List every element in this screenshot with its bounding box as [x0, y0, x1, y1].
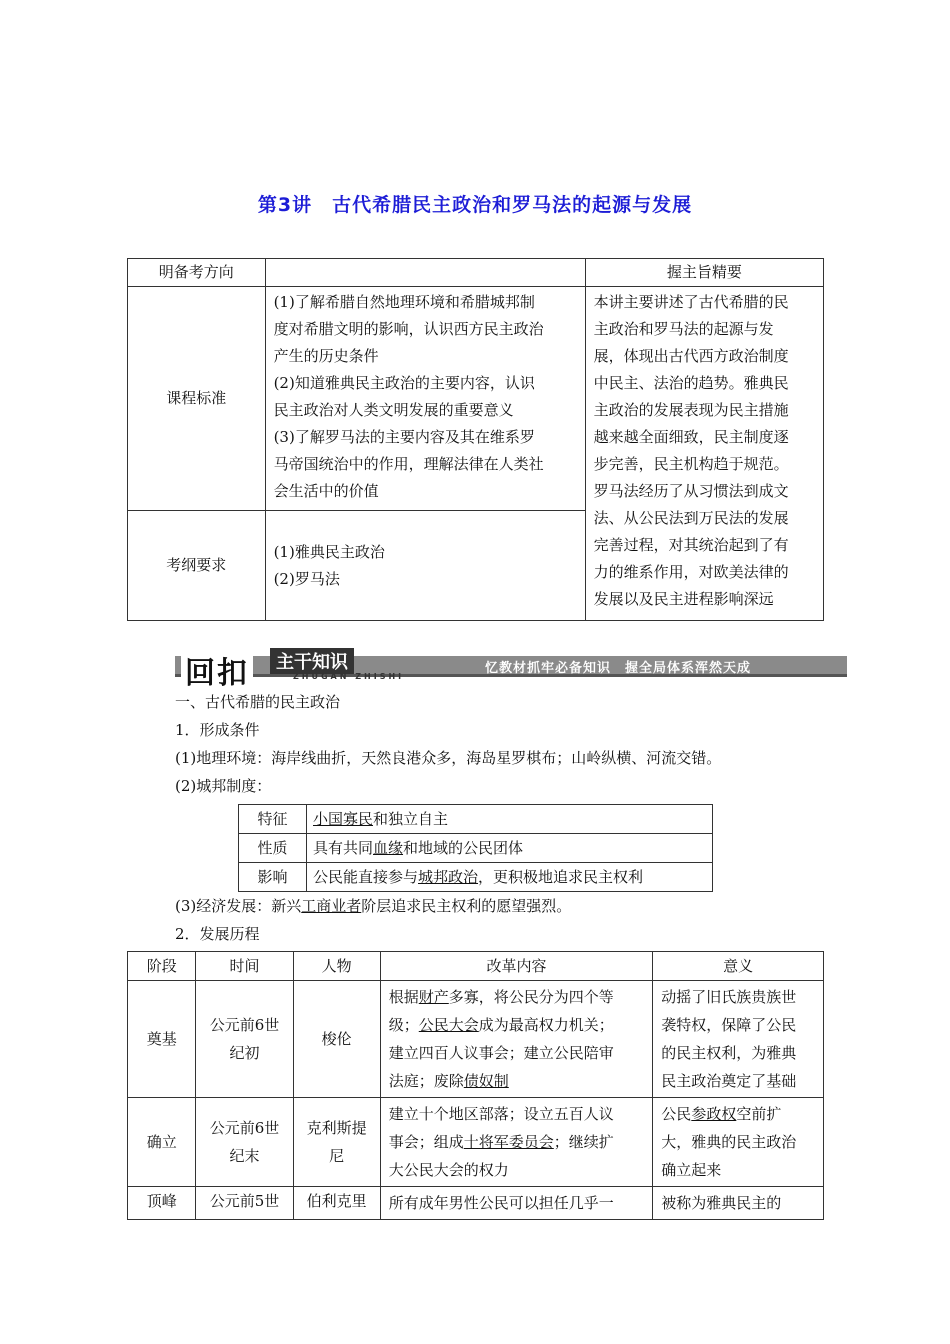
column-header: 时间: [196, 952, 293, 981]
cell-line: 公元前6世: [209, 1119, 280, 1137]
row-key: 性质: [239, 834, 307, 863]
stage-cell: [128, 981, 196, 1098]
time-cell: [196, 981, 293, 1098]
standard-line: 会生活中的价值: [273, 482, 379, 500]
standard-line: (1)了解希腊自然地理环境和希腊城邦制: [273, 293, 535, 311]
banner-pinyin: ZHUGAN ZHISHI: [293, 672, 405, 681]
syllabus-line: (1)雅典民主政治: [273, 542, 385, 561]
summary-line: 法、从公民法到万民法的发展: [593, 509, 789, 527]
sub-heading-conditions: 1．形成条件: [175, 721, 260, 739]
standard-line: 马帝国统治中的作用，理解法律在人类社: [273, 455, 544, 473]
row-label-standard: 课程标准: [128, 287, 266, 511]
cell-line: 确立起来: [661, 1161, 722, 1179]
column-header: 意义: [653, 952, 824, 981]
summary-line: 罗马法经历了从习惯法到成文: [593, 482, 789, 500]
cell-line: 顶峰: [146, 1192, 177, 1210]
row-value: 公民能直接参与城邦政治，更积极地追求民主权利: [307, 863, 713, 892]
cell-line: 伯利克里: [306, 1192, 367, 1210]
cell-line: 民主政治奠定了基础: [661, 1072, 797, 1090]
city-state-table: [238, 804, 713, 892]
summary-line: 越来越全面细致，民主制度逐: [593, 428, 789, 446]
summary-line: 展，体现出古代西方政治制度: [593, 347, 789, 365]
table-row: [239, 863, 713, 892]
table-row: [128, 1098, 824, 1187]
cell-line: 事会；组成十将军委员会；继续扩: [388, 1133, 614, 1151]
section-banner: [175, 650, 847, 691]
cell-line: 纪末: [229, 1147, 260, 1165]
cell-line: 大，雅典的民主政治: [661, 1133, 797, 1151]
standard-line: (3)了解罗马法的主要内容及其在维系罗: [273, 428, 535, 446]
development-table: [127, 951, 824, 1220]
cell-line: 所有成年男性公民可以担任几乎一: [388, 1194, 614, 1212]
banner-big-text: 回扣: [181, 648, 253, 692]
row-label-syllabus: 考纲要求: [128, 511, 266, 621]
standard-line: 度对希腊文明的影响，认识西方民主政治: [273, 320, 544, 338]
cell-line: 梭伦: [321, 1030, 352, 1048]
reform-cell: [380, 981, 653, 1098]
table-row: [239, 805, 713, 834]
time-cell: [196, 1187, 293, 1220]
summary-line: 步完善，民主机构趋于规范。: [593, 455, 789, 473]
section-heading: 一、古代希腊的民主政治: [175, 693, 341, 711]
meaning-cell: [653, 981, 824, 1098]
time-cell: [196, 1098, 293, 1187]
standard-line: (2)知道雅典民主政治的主要内容，认识: [273, 374, 535, 392]
meaning-cell: [653, 1187, 824, 1220]
page-title: 第3讲 古代希腊民主政治和罗马法的起源与发展: [257, 194, 693, 216]
header-left: 明备考方向: [128, 259, 266, 287]
standard-line: 产生的历史条件: [273, 347, 379, 365]
reform-cell: [380, 1187, 653, 1220]
cell-line: 级；公民大会成为最高权力机关；: [388, 1016, 614, 1034]
cell-line: 建立四百人议事会；建立公民陪审: [388, 1044, 614, 1062]
person-cell: [293, 1187, 380, 1220]
city-line: (2)城邦制度：: [175, 777, 272, 795]
sub-heading-history: 2．发展历程: [175, 925, 260, 943]
cell-line: 公元前6世: [209, 1016, 280, 1034]
cell-line: 建立十个地区部落；设立五百人议: [388, 1105, 614, 1123]
syllabus-content: [265, 511, 585, 621]
table-row: [239, 834, 713, 863]
cell-line: 动摇了旧氏族贵族世: [661, 988, 797, 1006]
person-cell: [293, 1098, 380, 1187]
banner-sub-text: 主干知识: [270, 648, 354, 674]
cell-line: 公元前5世: [209, 1192, 280, 1210]
cell-line: 大公民大会的权力: [388, 1161, 509, 1179]
cell-line: 尼: [329, 1147, 345, 1165]
cell-line: 根据财产多寡，将公民分为四个等: [388, 988, 614, 1006]
meaning-cell: [653, 1098, 824, 1187]
header-blank: [265, 259, 585, 287]
overview-table: [127, 258, 824, 621]
standard-line: 民主政治对人类文明发展的重要意义: [273, 401, 514, 419]
cell-line: 法庭；废除债奴制: [388, 1072, 509, 1090]
summary-line: 主政治和罗马法的起源与发: [593, 320, 774, 338]
stage-cell: [128, 1098, 196, 1187]
summary-line: 力的维系作用，对欧美法律的: [593, 563, 789, 581]
column-header: 改革内容: [380, 952, 653, 981]
cell-line: 奠基: [146, 1030, 177, 1048]
row-value: 具有共同血缘和地域的公民团体: [307, 834, 713, 863]
reform-cell: [380, 1098, 653, 1187]
syllabus-line: (2)罗马法: [273, 569, 340, 588]
row-key: 特征: [239, 805, 307, 834]
cell-line: 被称为雅典民主的: [661, 1194, 782, 1212]
column-header: 阶段: [128, 952, 196, 981]
summary-line: 发展以及民主进程影响深远: [593, 590, 774, 608]
person-cell: [293, 981, 380, 1098]
row-value: 小国寡民和独立自主: [307, 805, 713, 834]
summary-content: [585, 287, 823, 621]
summary-line: 主政治的发展表现为民主措施: [593, 401, 789, 419]
cell-line: 公民参政权空前扩: [661, 1105, 782, 1123]
column-header: 人物: [293, 952, 380, 981]
cell-line: 纪初: [229, 1044, 260, 1062]
summary-line: 完善过程，对其统治起到了有: [593, 536, 789, 554]
row-key: 影响: [239, 863, 307, 892]
cell-line: 袭特权，保障了公民: [661, 1016, 797, 1034]
table-row: [128, 1187, 824, 1220]
header-right: 握主旨精要: [585, 259, 823, 287]
geo-line: (1)地理环境：海岸线曲折，天然良港众多，海岛星罗棋布；山岭纵横、河流交错。: [175, 749, 722, 767]
standard-content: [265, 287, 585, 511]
econ-line: (3)经济发展：新兴工商业者阶层追求民主权利的愿望强烈。: [175, 897, 572, 915]
cell-line: 确立: [146, 1133, 177, 1151]
stage-cell: [128, 1187, 196, 1220]
cell-line: 的民主权利，为雅典: [661, 1044, 797, 1062]
banner-slogan: 忆教材抓牢必备知识 握全局体系浑然天成: [485, 661, 752, 676]
cell-line: 克利斯提: [306, 1119, 367, 1137]
summary-line: 本讲主要讲述了古代希腊的民: [593, 293, 789, 311]
table-row: [128, 981, 824, 1098]
summary-line: 中民主、法治的趋势。雅典民: [593, 374, 789, 392]
